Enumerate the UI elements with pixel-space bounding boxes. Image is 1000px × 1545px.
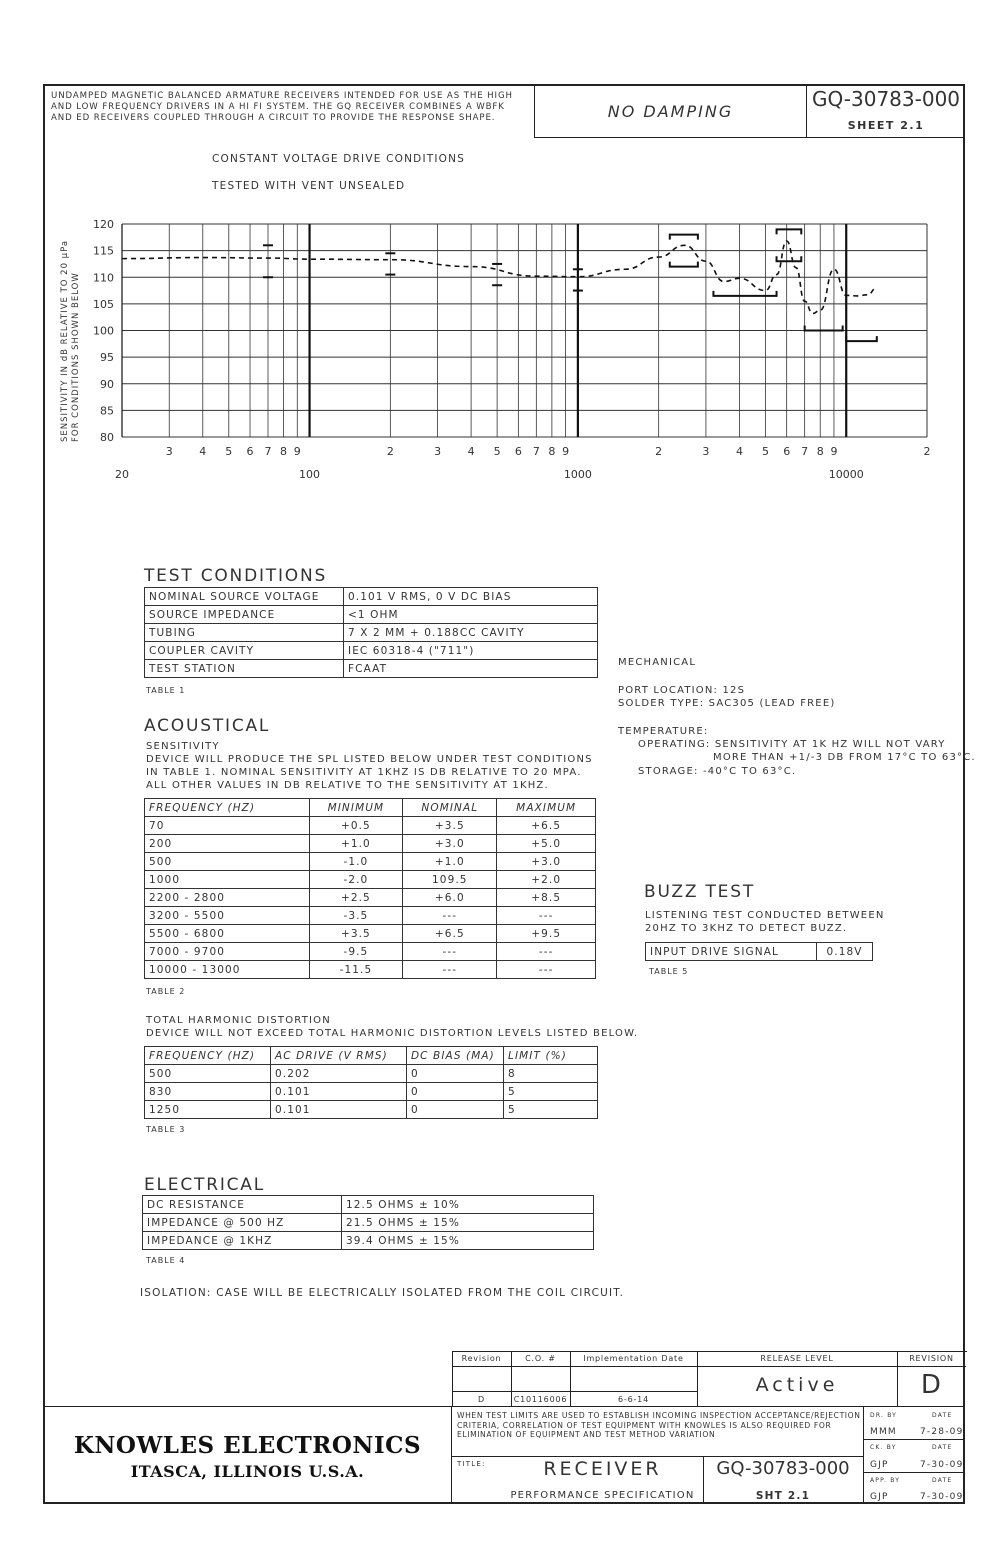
x-tick-label: 7 [264, 445, 272, 458]
table-row [145, 660, 598, 678]
table-cell: 200 [145, 835, 310, 853]
table-cell: NOMINAL SOURCE VOLTAGE [145, 588, 344, 606]
test-conditions-table [144, 587, 598, 678]
table-row [145, 889, 596, 907]
chart-condition-2: TESTED WITH VENT UNSEALED [212, 180, 406, 192]
table-row [145, 1101, 598, 1119]
frequency-response-chart [40, 205, 960, 495]
x-decade-label: 10000 [828, 468, 864, 481]
sensitivity-subtitle: SENSITIVITY [146, 741, 220, 752]
table-cell: +5.0 [497, 835, 596, 853]
tb-line [452, 1391, 697, 1392]
x-tick-label: 4 [199, 445, 207, 458]
tb-line [452, 1366, 697, 1367]
tb-line [451, 1406, 452, 1504]
release-header: RELEASE LEVEL [760, 1354, 834, 1363]
table-cell: <1 OHM [344, 606, 598, 624]
table-cell: +3.5 [403, 817, 497, 835]
tb-sheet: SHT 2.1 [755, 1490, 811, 1502]
table-cell: 7000 - 9700 [145, 943, 310, 961]
table-cell: +9.5 [497, 925, 596, 943]
impl-value: 6-6-14 [618, 1395, 649, 1404]
x-tick-label: 2 [655, 445, 663, 458]
band-min-bracket [846, 336, 877, 341]
x-tick-label: 3 [165, 445, 173, 458]
x-tick-label: 3 [434, 445, 442, 458]
table-cell: -2.0 [309, 871, 403, 889]
column-header: FREQUENCY (HZ) [145, 1047, 271, 1065]
table-row [145, 624, 598, 642]
x-tick-label: 4 [735, 445, 743, 458]
company-name: KNOWLES ELECTRONICS [73, 1432, 422, 1459]
table-cell: 0.101 [271, 1083, 407, 1101]
buzz-table [645, 942, 873, 961]
x-tick-label: 8 [280, 445, 288, 458]
column-header: AC DRIVE (V RMS) [271, 1047, 407, 1065]
y-tick-label: 110 [93, 271, 114, 285]
table-cell: 0.101 V RMS, 0 V DC BIAS [344, 588, 598, 606]
table-cell: +6.5 [403, 925, 497, 943]
tb-line [451, 1456, 863, 1457]
table-cell: --- [497, 943, 596, 961]
date-label: DATE [932, 1412, 953, 1419]
table-row [145, 871, 596, 889]
table-cell: 109.5 [403, 871, 497, 889]
y-tick-label: 120 [93, 218, 114, 231]
table-row [145, 853, 596, 871]
release-level: Active [755, 1374, 839, 1396]
rev-header: Revision [461, 1354, 502, 1363]
table-row [145, 588, 598, 606]
x-tick-label: 6 [514, 445, 522, 458]
column-header: FREQUENCY (HZ) [145, 799, 310, 817]
header-note: UNDAMPED MAGNETIC BALANCED ARMATURE RECEIVERS INTENDED FOR USE AS THE HIGH AND LOW FREQUENCY DRIVERS IN A HI FI SYSTEM. THE GQ RECEIVER COMBINES A WBFK AND ED RECEIVERS COUPLED THROUGH A CIRCUIT TO PROVIDE THE RESPONSE SHAPE. [51, 91, 513, 123]
buzz-test-title: BUZZ TEST [644, 882, 756, 902]
table-cell: 0 [407, 1083, 504, 1101]
band-min-bracket [670, 262, 698, 267]
chart-condition-1: CONSTANT VOLTAGE DRIVE CONDITIONS [212, 153, 466, 165]
table-cell: +0.5 [309, 817, 403, 835]
table-cell: +1.0 [309, 835, 403, 853]
table-cell: +3.0 [403, 835, 497, 853]
table-cell: 12.5 OHMS ± 10% [342, 1196, 594, 1214]
x-tick-label: 6 [783, 445, 791, 458]
thd-title: TOTAL HARMONIC DISTORTION [146, 1015, 331, 1026]
co-value: C10116006 [513, 1395, 568, 1404]
app-date: 7-30-09 [920, 1492, 964, 1502]
table-caption: TABLE 3 [146, 1125, 186, 1134]
thd-table [144, 1046, 598, 1119]
dr-date: 7-28-09 [920, 1427, 964, 1437]
app-by: GJP [870, 1492, 889, 1502]
revision-header: REVISION [909, 1354, 954, 1363]
x-tick-label: 5 [225, 445, 233, 458]
tb-line [43, 1406, 965, 1407]
table-cell: --- [497, 961, 596, 979]
table-cell: 5 [504, 1083, 598, 1101]
table-row [145, 943, 596, 961]
test-conditions-title: TEST CONDITIONS [144, 566, 328, 586]
x-decade-label: 1000 [563, 468, 592, 481]
title-label: TITLE: [457, 1460, 486, 1468]
x-tick-label: 7 [801, 445, 809, 458]
table-row [145, 835, 596, 853]
table-cell: -9.5 [309, 943, 403, 961]
table-cell: --- [403, 943, 497, 961]
dr-by: MMM [870, 1427, 897, 1437]
table-cell: IEC 60318-4 ("711") [344, 642, 598, 660]
ck-by-label: CK. BY [870, 1444, 897, 1451]
revision-letter: D [920, 1370, 943, 1400]
tb-line [863, 1406, 864, 1504]
sensitivity-text: IN TABLE 1. NOMINAL SENSITIVITY AT 1KHZ IS DB RELATIVE TO 20 ΜPA. [146, 767, 582, 778]
doc-title: RECEIVER [543, 1458, 662, 1480]
operating-temp-1: OPERATING: SENSITIVITY AT 1K HZ WILL NOT VARY [638, 739, 946, 750]
column-header: NOMINAL [403, 799, 497, 817]
table-cell: +1.0 [403, 853, 497, 871]
x-tick-label: 4 [467, 445, 475, 458]
y-tick-label: 100 [93, 324, 114, 338]
x-tick-label: 2 [386, 445, 394, 458]
table-cell: 1250 [145, 1101, 271, 1119]
table-cell: 0.202 [271, 1065, 407, 1083]
buzz-value: 0.18V [817, 943, 873, 961]
table-cell: +3.0 [497, 853, 596, 871]
table-cell: -1.0 [309, 853, 403, 871]
column-header: MAXIMUM [497, 799, 596, 817]
mechanical-title: MECHANICAL [618, 657, 697, 668]
table-cell: SOURCE IMPEDANCE [145, 606, 344, 624]
table-row [143, 1214, 594, 1232]
table-row [145, 961, 596, 979]
table-cell: 830 [145, 1083, 271, 1101]
dr-by-label: DR. BY [870, 1412, 898, 1419]
table-cell: +6.5 [497, 817, 596, 835]
table-cell: COUPLER CAVITY [145, 642, 344, 660]
table-row [143, 1232, 594, 1250]
table-cell: 3200 - 5500 [145, 907, 310, 925]
date-label: DATE [932, 1477, 953, 1484]
x-decade-label: 100 [299, 468, 321, 481]
x-tick-label: 9 [562, 445, 570, 458]
port-location: PORT LOCATION: 12S [618, 685, 746, 696]
ck-date: 7-30-09 [920, 1460, 964, 1470]
x-tick-label: 9 [293, 445, 301, 458]
table-cell: --- [403, 907, 497, 925]
table-cell: 70 [145, 817, 310, 835]
table-cell: 8 [504, 1065, 598, 1083]
operating-temp-2: MORE THAN +1/-3 DB FROM 17°C TO 63°C. [713, 752, 976, 763]
y-axis-label: SENSITIVITY IN dB RELATIVE TO 20 µPa [60, 239, 70, 442]
y-tick-label: 95 [100, 351, 114, 365]
inspection-note: WHEN TEST LIMITS ARE USED TO ESTABLISH INCOMING INSPECTION ACCEPTANCE/REJECTION CRITERIA, CORRELATION OF TEST EQUIPMENT WITH KNOWLES IS ALSO REQUIRED FOR ELIMINATION OF EQUIPMENT AND TEST METHOD VARIATION [457, 1411, 861, 1439]
x-tick-label: 7 [532, 445, 540, 458]
x-tick-label: 2 [923, 445, 931, 458]
electrical-title: ELECTRICAL [144, 1175, 266, 1195]
header-divider [806, 85, 807, 138]
thd-text: DEVICE WILL NOT EXCEED TOTAL HARMONIC DISTORTION LEVELS LISTED BELOW. [146, 1028, 639, 1039]
table-cell: 21.5 OHMS ± 15% [342, 1214, 594, 1232]
y-tick-label: 115 [93, 244, 114, 258]
table-row [143, 1196, 594, 1214]
column-header: DC BIAS (MA) [407, 1047, 504, 1065]
doc-subtitle: PERFORMANCE SPECIFICATION [510, 1490, 695, 1501]
tb-line [863, 1472, 965, 1473]
table-cell: IMPEDANCE @ 1KHZ [143, 1232, 342, 1250]
storage-temp: STORAGE: -40°C TO 63°C. [638, 766, 797, 777]
ck-by: GJP [870, 1460, 889, 1470]
band-min-bracket [713, 291, 776, 296]
x-tick-label: 8 [816, 445, 824, 458]
sensitivity-table [144, 798, 596, 979]
table-cell: 2200 - 2800 [145, 889, 310, 907]
buzz-text: 20HZ TO 3KHZ TO DETECT BUZZ. [645, 923, 848, 934]
x-tick-label: 8 [548, 445, 556, 458]
table-cell: 5 [504, 1101, 598, 1119]
x-tick-label: 5 [761, 445, 769, 458]
isolation-note: ISOLATION: CASE WILL BE ELECTRICALLY ISOLATED FROM THE COIL CIRCUIT. [140, 1287, 625, 1299]
table-row [145, 1065, 598, 1083]
company-location: ITASCA, ILLINOIS U.S.A. [130, 1462, 365, 1481]
header-divider [535, 137, 965, 138]
x-tick-label: 9 [830, 445, 838, 458]
table-cell: 500 [145, 1065, 271, 1083]
table-cell: FCAAT [344, 660, 598, 678]
y-axis-label: FOR CONDITIONS SHOWN BELOW [71, 272, 81, 442]
date-label: DATE [932, 1444, 953, 1451]
table-row [145, 907, 596, 925]
table-cell: 10000 - 13000 [145, 961, 310, 979]
table-row [145, 925, 596, 943]
band-max-bracket [777, 229, 802, 234]
sensitivity-text: ALL OTHER VALUES IN DB RELATIVE TO THE SENSITIVITY AT 1KHZ. [146, 780, 549, 791]
x-tick-label: 6 [246, 445, 254, 458]
table-cell: DC RESISTANCE [143, 1196, 342, 1214]
table-cell: 5500 - 6800 [145, 925, 310, 943]
y-tick-label: 90 [100, 377, 114, 391]
table-cell: --- [497, 907, 596, 925]
tb-line [697, 1366, 966, 1367]
acoustical-title: ACOUSTICAL [144, 716, 271, 736]
column-header: MINIMUM [309, 799, 403, 817]
table-caption: TABLE 2 [146, 987, 186, 996]
table-cell: TUBING [145, 624, 344, 642]
table-cell: -3.5 [309, 907, 403, 925]
temperature-title: TEMPERATURE: [618, 726, 709, 737]
impl-header: Implementation Date [583, 1354, 684, 1363]
band-max-bracket [670, 235, 698, 240]
table-cell: 500 [145, 853, 310, 871]
table-cell: +6.0 [403, 889, 497, 907]
x-tick-label: 5 [493, 445, 501, 458]
tb-doc-number: GQ-30783-000 [716, 1458, 850, 1479]
band-min-bracket [777, 256, 802, 261]
electrical-table [142, 1195, 594, 1250]
table-cell: TEST STATION [145, 660, 344, 678]
table-cell: 7 X 2 MM + 0.188CC CAVITY [344, 624, 598, 642]
solder-type: SOLDER TYPE: SAC305 (LEAD FREE) [618, 698, 836, 709]
table-cell: 39.4 OHMS ± 15% [342, 1232, 594, 1250]
table-caption: TABLE 5 [649, 967, 689, 976]
column-header: LIMIT (%) [504, 1047, 598, 1065]
table-cell: --- [403, 961, 497, 979]
sensitivity-text: DEVICE WILL PRODUCE THE SPL LISTED BELOW UNDER TEST CONDITIONS [146, 754, 593, 765]
buzz-label: INPUT DRIVE SIGNAL [646, 943, 817, 961]
y-tick-label: 105 [93, 297, 114, 311]
table-cell: +8.5 [497, 889, 596, 907]
table-cell: 0 [407, 1101, 504, 1119]
table-row [145, 817, 596, 835]
y-tick-label: 80 [100, 431, 114, 444]
tb-line [863, 1439, 965, 1440]
table-cell: -11.5 [309, 961, 403, 979]
table-cell: IMPEDANCE @ 500 HZ [143, 1214, 342, 1232]
table-cell: +3.5 [309, 925, 403, 943]
table-cell: 0 [407, 1065, 504, 1083]
table-row [145, 1083, 598, 1101]
table-cell: +2.0 [497, 871, 596, 889]
y-tick-label: 85 [100, 404, 114, 418]
co-header: C.O. # [525, 1354, 556, 1363]
app-by-label: APP. BY [870, 1477, 901, 1484]
table-row [145, 642, 598, 660]
table-cell: 0.101 [271, 1101, 407, 1119]
table-caption: TABLE 1 [146, 686, 186, 695]
header-doc-number: GQ-30783-000 [811, 87, 961, 111]
table-caption: TABLE 4 [146, 1256, 186, 1265]
band-min-bracket [805, 326, 843, 331]
rev-value: D [478, 1395, 485, 1404]
buzz-text: LISTENING TEST CONDUCTED BETWEEN [645, 910, 885, 921]
x-decade-label: 20 [115, 468, 129, 481]
table-cell: 1000 [145, 871, 310, 889]
damping-label: NO DAMPING [607, 102, 734, 121]
x-tick-label: 3 [702, 445, 710, 458]
table-row [145, 606, 598, 624]
header-sheet: SHEET 2.1 [847, 119, 925, 132]
table-cell: +2.5 [309, 889, 403, 907]
